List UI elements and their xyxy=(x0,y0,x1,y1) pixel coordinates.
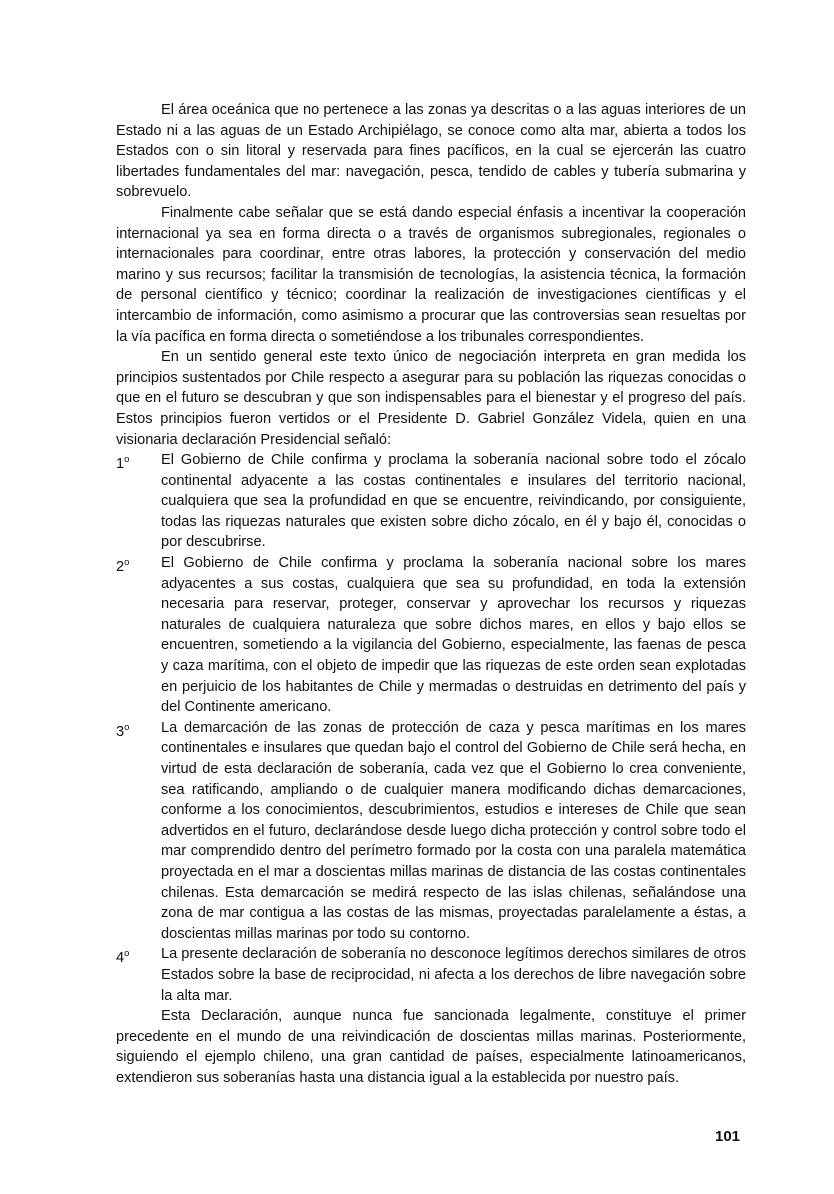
body-text xyxy=(116,100,746,1089)
item-number: 3$^o$ xyxy=(116,721,130,740)
page-number: 101 xyxy=(715,1128,741,1145)
item-text: La demarcación de las zonas de protección de caza y pesca marítimas en los mares continentales e insulares que quedan bajo el control del Gobierno de Chile será hecha, en virtud de esta declaración de soberanía, cada vez que el Gobierno lo crea conveniente, sea ratificando, ampliando o de cualquier manera modificando dichas demarcaciones, conforme a los conocimientos, descubrimientos, estudios e intereses de Chile que sean advertidos en el futuro, declarándose desde luego dicha protección y control sobre todo el mar comprendido dentro del perímetro formado por la costa con una paralela matemática proyectada en el mar a doscientas millas marinas de distancia de las costas continentales chilenas. Esta demarcación se medirá respecto de las islas chilenas, señalándose una zona de mar contigua a las costas de las mismas, proyectadas paralelamente a éstas, a doscientas millas marinas por todo su contorno. xyxy=(161,719,746,942)
item-text: El Gobierno de Chile confirma y proclama la soberanía nacional sobre todo el zócalo continental adyacente a las costas continentales e insulares del territorio nacional, cualquiera que sea la profundidad en que se encuentre, reivindicando, por consiguiente, todas las riquezas naturales que existen sobre dicho zócalo, en él y bajo él, conocidas o por descubrirse. xyxy=(161,452,746,551)
paragraph-cooperacion: Finalmente cabe señalar que se está dando especial énfasis a incentivar la cooperación internacional ya sea en forma directa o a través de organismos subregionales, regionales o internacionales para coordinar, entre otras labores, la protección y conservación del medio marino y sus recursos; facilitar la transmisión de tecnologías, la asistencia técnica, la formación de personal científico y técnico; coordinar la realización de investigaciones científicas y el intercambio de información, como asimismo a procurar que las controversias sean resueltas por la vía pacífica en forma directa o sometiéndose a los tribunales correspondientes. xyxy=(116,204,746,345)
item-number: 2$^o$ xyxy=(116,557,130,576)
item-number: 1$^o$ xyxy=(116,454,130,473)
declaration-item-3 xyxy=(116,718,746,945)
paragraph-principios: En un sentido general este texto único de negociación interpreta en gran medida los principios sustentados por Chile respecto a asegurar para su población las riquezas conocidas o que en el futuro se descubran y que son indispensables para el bienestar y el progreso del país. Estos principios fueron vertidos or el Presidente D. Gabriel González Videla, quien en una visionaria declaración Presidencial señaló: xyxy=(116,349,746,448)
item-text: El Gobierno de Chile confirma y proclama la soberanía nacional sobre los mares adyacentes a sus costas, cualquiera que sea su profundidad, en toda la extensión necesaria para reservar, proteger, conservar y aprovechar los recursos y riquezas naturales de cualquiera naturaleza que sobre dichos mares, en ellos y bajo ellos se encuentren, sometiendo a la vigilancia del Gobierno, especialmente, las faenas de pesca y caza marítima, con el objeto de impedir que las riquezas de este orden sean explotadas en perjuicio de los habitantes de Chile y mermadas o destruidas en detrimento del país y del Continente americano. xyxy=(161,555,746,716)
paragraph-precedente: Esta Declaración, aunque nunca fue sancionada legalmente, constituye el primer precedente en el mundo de una reivindicación de doscientas millas marinas. Posteriormente, siguiendo el ejemplo chileno, una gran cantidad de países, especialmente latinoamericanos, extendieron sus soberanías hasta una distancia igual a la establecida por nuestro país. xyxy=(116,1008,746,1086)
item-text: La presente declaración de soberanía no desconoce legítimos derechos similares de otros Estados sobre la base de reciprocidad, ni afecta a los derechos de libre navegación sobre la alta mar. xyxy=(161,946,746,1004)
declaration-item-1 xyxy=(116,450,746,553)
paragraph-alta-mar: El área oceánica que no pertenece a las zonas ya descritas o a las aguas interiores de un Estado ni a las aguas de un Estado Archipiélago, se conoce como alta mar, abierta a todos los Estados con o sin litoral y reservada para fines pacíficos, en la cual se ejercerán las cuatro libertades fundamentales del mar: navegación, pesca, tendido de cables y tubería submarina y sobrevuelo. xyxy=(116,102,746,201)
declaration-item-4 xyxy=(116,944,746,1006)
declaration-item-2 xyxy=(116,553,746,718)
item-number: 4$^o$ xyxy=(116,948,130,967)
